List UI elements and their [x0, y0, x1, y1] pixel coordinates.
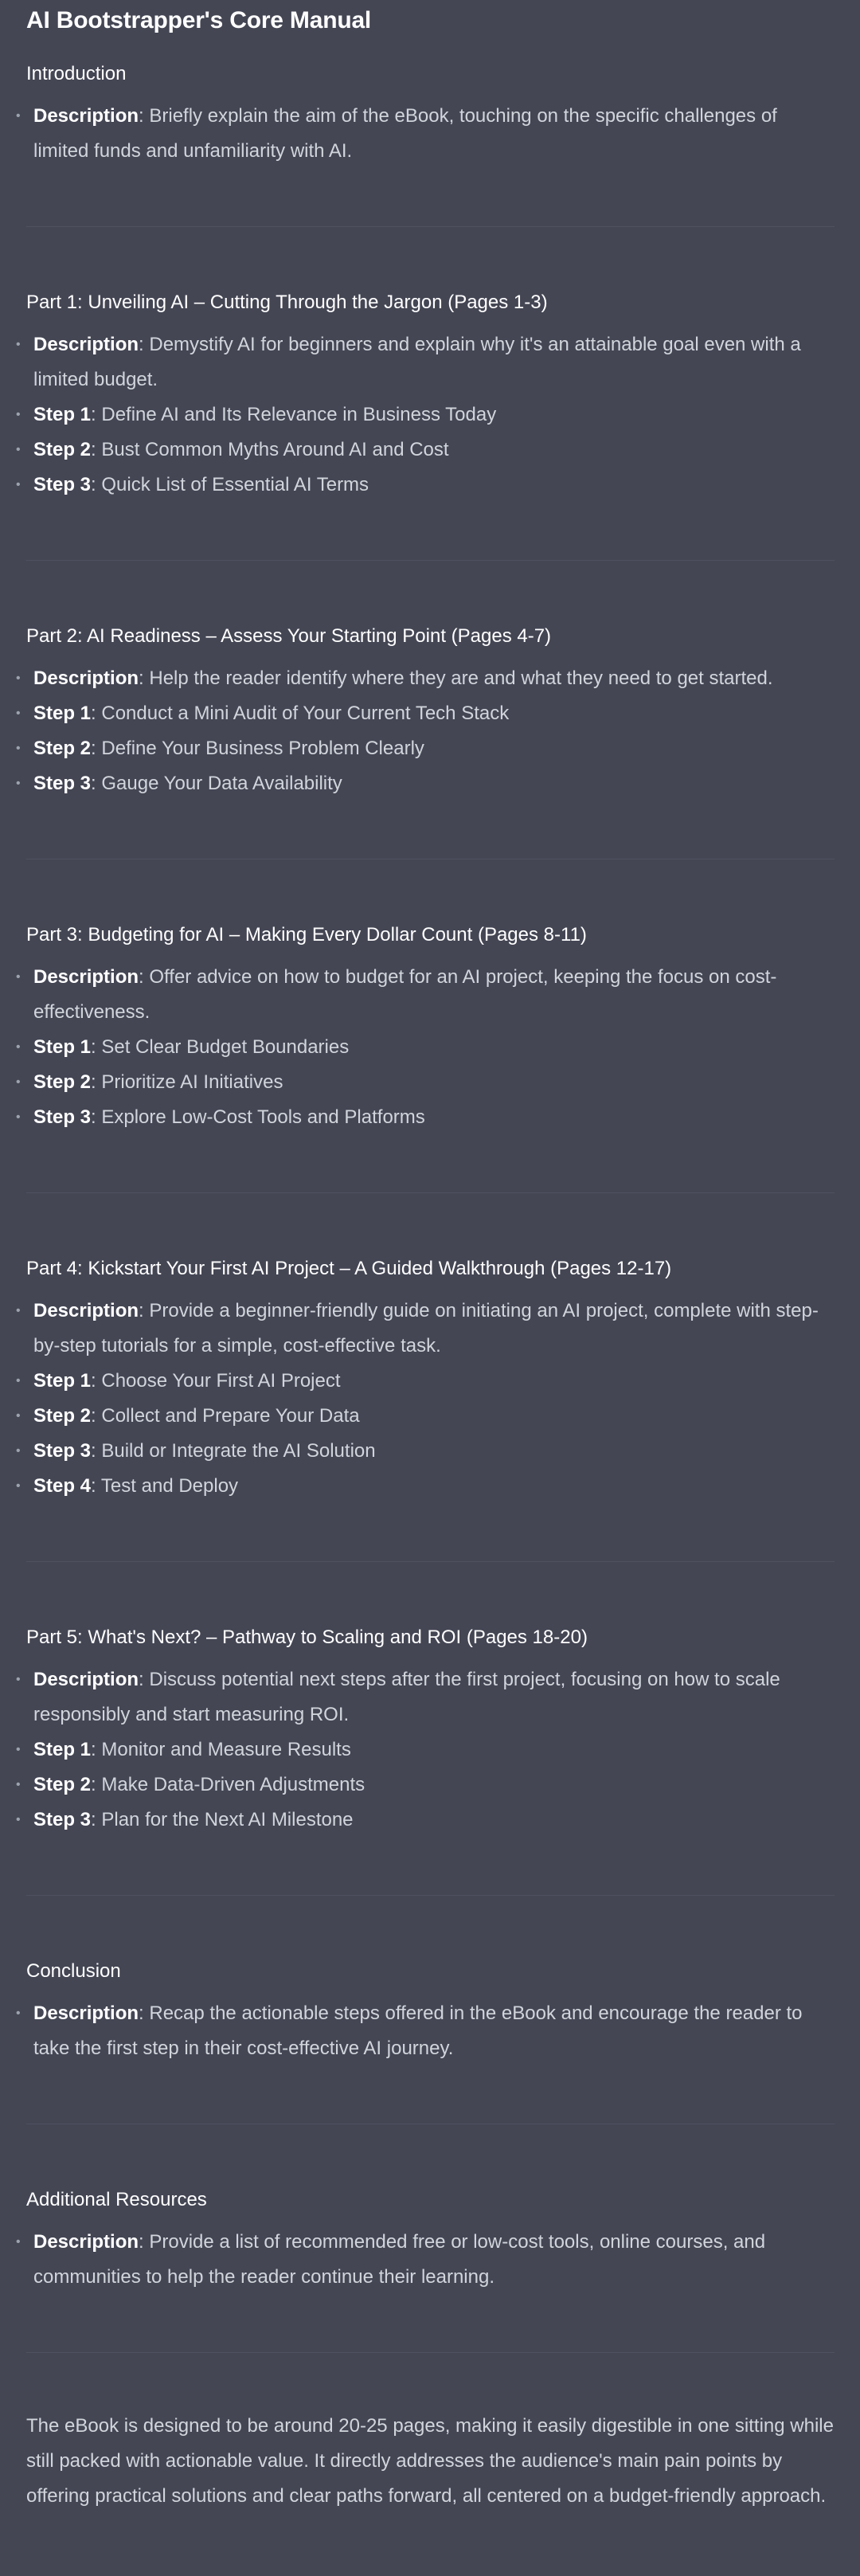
section-divider: [26, 1561, 835, 1562]
section-heading: Part 5: What's Next? – Pathway to Scaling and ROI (Pages 18-20): [26, 1627, 588, 1648]
bullet-icon: •: [16, 1409, 21, 1423]
bullet-icon: •: [16, 777, 21, 790]
list-item: [16, 1294, 835, 1364]
item-label: Step 3: [33, 1106, 92, 1128]
item-text: : Test and Deploy: [91, 1475, 239, 1497]
bullet-list: [16, 1996, 835, 2066]
bullet-icon: •: [16, 1075, 21, 1089]
bullet-icon: •: [16, 707, 21, 720]
item-label: Description: [33, 2231, 139, 2253]
item-text: : Prioritize AI Initiatives: [91, 1071, 283, 1093]
section-divider: [26, 226, 835, 227]
section-additional-resources: [16, 2186, 835, 2295]
section-divider: [26, 1192, 835, 1193]
item-text: : Define AI and Its Relevance in Business Today: [91, 404, 497, 425]
item-text: : Plan for the Next AI Milestone: [91, 1809, 354, 1830]
item-label: Description: [33, 2002, 139, 2024]
list-item: [16, 433, 835, 468]
item-label: Step 3: [33, 773, 92, 794]
item-text: : Offer advice on how to budget for an AI project, keeping the focus on cost-effectiveness.: [33, 966, 777, 1023]
list-item: [16, 1803, 835, 1838]
bullet-icon: •: [16, 1778, 21, 1791]
list-item: [16, 731, 835, 766]
bullet-icon: •: [16, 2006, 21, 2020]
item-label: Step 2: [33, 1774, 92, 1795]
section-part-1: [16, 289, 835, 503]
list-item: [16, 1662, 835, 1732]
item-label: Description: [33, 1300, 139, 1321]
item-text: : Choose Your First AI Project: [91, 1370, 341, 1392]
bullet-icon: •: [16, 443, 21, 456]
item-label: Step 1: [33, 1036, 92, 1058]
list-item: [16, 1030, 835, 1065]
bullet-icon: •: [16, 1374, 21, 1388]
section-divider: [26, 560, 835, 561]
item-label: Step 1: [33, 703, 92, 724]
section-heading: Part 2: AI Readiness – Assess Your Starting Point (Pages 4-7): [26, 625, 552, 647]
item-text: : Explore Low-Cost Tools and Platforms: [91, 1106, 425, 1128]
item-text: : Recap the actionable steps offered in the eBook and encourage the reader to take the first step in their cost-effective AI journey.: [33, 2002, 803, 2059]
item-text: : Quick List of Essential AI Terms: [91, 474, 369, 495]
item-text: : Discuss potential next steps after the first project, focusing on how to scale responsibly and start measuring ROI.: [33, 1669, 780, 1725]
section-heading: Conclusion: [26, 1960, 121, 1982]
section-heading: Introduction: [26, 63, 127, 84]
section-part-4: [16, 1255, 835, 1504]
list-item: [16, 1100, 835, 1135]
list-item: [16, 696, 835, 731]
item-label: Description: [33, 105, 139, 127]
list-item: [16, 1364, 835, 1399]
section-part-3: [16, 922, 835, 1135]
list-item: [16, 661, 835, 696]
list-item: [16, 960, 835, 1030]
list-item: [16, 397, 835, 433]
bullet-icon: •: [16, 1479, 21, 1493]
bullet-icon: •: [16, 1304, 21, 1317]
bullet-list: [16, 960, 835, 1135]
item-text: : Collect and Prepare Your Data: [91, 1405, 360, 1427]
item-text: : Define Your Business Problem Clearly: [91, 738, 424, 759]
bullet-icon: •: [16, 1743, 21, 1756]
section-conclusion: [16, 1958, 835, 2066]
list-item: [16, 1768, 835, 1803]
list-item: [16, 1996, 835, 2066]
item-label: Step 1: [33, 1739, 92, 1760]
bullet-list: [16, 2225, 835, 2295]
bullet-list: [16, 1662, 835, 1838]
item-text: : Monitor and Measure Results: [91, 1739, 351, 1760]
item-label: Description: [33, 334, 139, 355]
item-text: : Conduct a Mini Audit of Your Current Tech Stack: [91, 703, 510, 724]
section-heading: Part 4: Kickstart Your First AI Project – A Guided Walkthrough (Pages 12-17): [26, 1258, 672, 1279]
item-text: : Provide a list of recommended free or low-cost tools, online courses, and communities to help the reader continue their learning.: [33, 2231, 766, 2288]
item-label: Step 2: [33, 738, 92, 759]
item-text: : Help the reader identify where they are and what they need to get started.: [139, 667, 773, 689]
closing-paragraph: The eBook is designed to be around 20-25 pages, making it easily digestible in one sitting while still packed with actionable value. It directly addresses the audience's main pain points by offering practical solutions and clear paths forward, all centered on a budget-friendly approach.: [26, 2415, 834, 2507]
item-text: : Briefly explain the aim of the eBook, touching on the specific challenges of limited funds and unfamiliarity with AI.: [33, 105, 777, 162]
item-label: Step 4: [33, 1475, 92, 1497]
list-item: [16, 468, 835, 503]
bullet-icon: •: [16, 1040, 21, 1054]
list-item: [16, 1399, 835, 1434]
item-label: Description: [33, 1669, 139, 1690]
bullet-icon: •: [16, 408, 21, 421]
section-heading: Part 1: Unveiling AI – Cutting Through the Jargon (Pages 1-3): [26, 292, 548, 313]
item-label: Description: [33, 966, 139, 988]
bullet-icon: •: [16, 1110, 21, 1124]
bullet-list: [16, 661, 835, 801]
item-text: : Bust Common Myths Around AI and Cost: [91, 439, 449, 460]
item-label: Step 3: [33, 1809, 92, 1830]
bullet-icon: •: [16, 742, 21, 755]
bullet-icon: •: [16, 1673, 21, 1686]
section-introduction: [16, 61, 835, 169]
bullet-icon: •: [16, 338, 21, 351]
section-heading: Part 3: Budgeting for AI – Making Every Dollar Count (Pages 8-11): [26, 924, 587, 945]
document-title: AI Bootstrapper's Core Manual: [26, 7, 372, 33]
bullet-icon: •: [16, 671, 21, 685]
item-label: Step 2: [33, 1405, 92, 1427]
item-label: Step 3: [33, 1440, 92, 1462]
bullet-icon: •: [16, 1813, 21, 1826]
section-part-2: [16, 623, 835, 801]
bullet-list: [16, 327, 835, 503]
list-item: [16, 327, 835, 397]
bullet-icon: •: [16, 2235, 21, 2249]
item-label: Step 2: [33, 1071, 92, 1093]
bullet-list: [16, 1294, 835, 1504]
bullet-list: [16, 99, 835, 169]
list-item: [16, 1469, 835, 1504]
item-text: : Provide a beginner-friendly guide on initiating an AI project, complete with step-by-step tutorials for a simple, cost-effective task.: [33, 1300, 819, 1357]
section-part-5: [16, 1624, 835, 1838]
bullet-icon: •: [16, 478, 21, 491]
item-text: : Set Clear Budget Boundaries: [91, 1036, 350, 1058]
item-label: Step 1: [33, 404, 92, 425]
item-text: : Gauge Your Data Availability: [91, 773, 342, 794]
item-label: Step 2: [33, 439, 92, 460]
bullet-icon: •: [16, 970, 21, 984]
list-item: [16, 99, 835, 169]
list-item: [16, 766, 835, 801]
section-divider: [26, 1895, 835, 1896]
item-text: : Build or Integrate the AI Solution: [91, 1440, 376, 1462]
bullet-icon: •: [16, 1444, 21, 1458]
item-label: Description: [33, 667, 139, 689]
list-item: [16, 2225, 835, 2295]
list-item: [16, 1434, 835, 1469]
item-text: : Make Data-Driven Adjustments: [91, 1774, 366, 1795]
item-text: : Demystify AI for beginners and explain why it's an attainable goal even with a limited budget.: [33, 334, 801, 390]
section-divider: [26, 2352, 835, 2353]
section-heading: Additional Resources: [26, 2189, 207, 2210]
list-item: [16, 1732, 835, 1768]
list-item: [16, 1065, 835, 1100]
item-label: Step 1: [33, 1370, 92, 1392]
bullet-icon: •: [16, 109, 21, 123]
item-label: Step 3: [33, 474, 92, 495]
